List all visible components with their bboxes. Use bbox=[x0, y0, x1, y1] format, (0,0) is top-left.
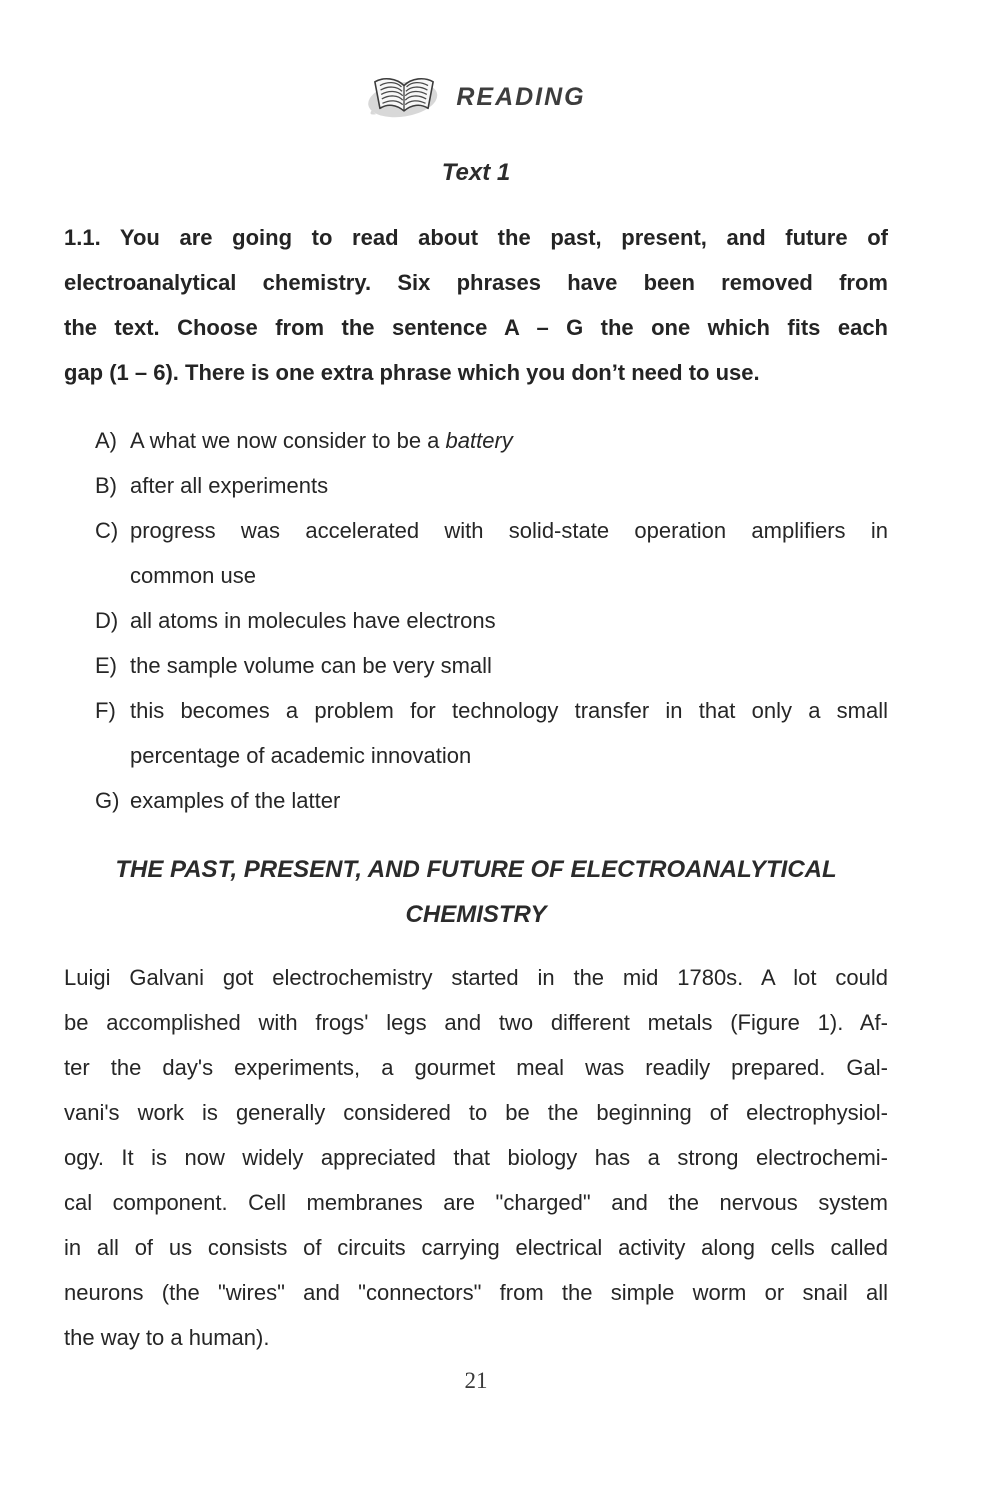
task-line: gap (1 – 6). There is one extra phrase which you don’t need to use. bbox=[64, 360, 760, 385]
article-title bbox=[64, 847, 888, 937]
option-text bbox=[130, 508, 888, 598]
option-item-b bbox=[64, 463, 888, 508]
body-line: neurons (the "wires" and "connectors" from the simple worm or snail all bbox=[64, 1280, 888, 1305]
option-line: percentage of academic innovation bbox=[130, 743, 472, 768]
reading-header bbox=[64, 66, 888, 128]
page-number: 21 bbox=[464, 1368, 488, 1393]
article-body bbox=[64, 955, 888, 1360]
text-subtitle: Text 1 bbox=[441, 159, 511, 186]
body-line: in all of us consists of circuits carrying electrical activity along cells called bbox=[64, 1235, 888, 1260]
article-title-line: CHEMISTRY bbox=[405, 901, 547, 928]
option-line: A what we now consider to be a bbox=[130, 428, 446, 453]
option-line: all atoms in molecules have electrons bbox=[130, 608, 496, 633]
options-list bbox=[64, 418, 888, 823]
body-line: Luigi Galvani got electrochemistry started in the mid 1780s. A lot could bbox=[64, 965, 888, 990]
option-line: this becomes a problem for technology transfer in that only a small bbox=[130, 698, 888, 723]
option-item-d bbox=[64, 598, 888, 643]
task-instructions bbox=[64, 215, 888, 395]
scanned-page bbox=[64, 66, 888, 1396]
option-item-a bbox=[64, 418, 888, 463]
option-text bbox=[130, 643, 888, 688]
body-line: cal component. Cell membranes are "charged" and the nervous system bbox=[64, 1190, 888, 1215]
body-line: vani's work is generally considered to be the beginning of electrophysiol- bbox=[64, 1100, 888, 1125]
body-line: ter the day's experiments, a gourmet meal was readily prepared. Gal- bbox=[64, 1055, 888, 1080]
section-title: READING bbox=[456, 82, 586, 111]
option-label: F) bbox=[95, 698, 116, 723]
task-line: the text. Choose from the sentence A – G the one which fits each bbox=[64, 315, 888, 340]
option-item-c bbox=[64, 508, 888, 598]
option-text bbox=[130, 463, 888, 508]
option-line: examples of the latter bbox=[130, 788, 341, 813]
option-label: G) bbox=[95, 788, 120, 813]
option-line: common use bbox=[130, 563, 256, 588]
option-line: after all experiments bbox=[130, 473, 329, 498]
option-line: progress was accelerated with solid-state operation amplifiers in bbox=[130, 518, 888, 543]
option-label: A) bbox=[95, 428, 117, 453]
option-label: E) bbox=[95, 653, 117, 678]
option-text bbox=[130, 778, 888, 823]
option-text bbox=[130, 418, 888, 463]
task-line: 1.1. You are going to read about the past, present, and future of bbox=[64, 225, 888, 250]
body-line: ogy. It is now widely appreciated that biology has a strong electrochemi- bbox=[64, 1145, 888, 1170]
option-emphasis: battery bbox=[445, 428, 513, 453]
option-label: B) bbox=[95, 473, 117, 498]
task-line: electroanalytical chemistry. Six phrases have been removed from bbox=[64, 270, 888, 295]
option-item-g bbox=[64, 778, 888, 823]
article-title-line: THE PAST, PRESENT, AND FUTURE OF ELECTROANALYTICAL bbox=[115, 856, 837, 883]
option-item-e bbox=[64, 643, 888, 688]
body-line: the way to a human). bbox=[64, 1325, 270, 1350]
option-text bbox=[130, 688, 888, 778]
option-line: the sample volume can be very small bbox=[130, 653, 492, 678]
option-label: C) bbox=[95, 518, 119, 543]
option-label: D) bbox=[95, 608, 119, 633]
body-line: be accomplished with frogs' legs and two different metals (Figure 1). Af- bbox=[64, 1010, 888, 1035]
option-item-f bbox=[64, 688, 888, 778]
open-book-icon bbox=[366, 68, 442, 126]
option-text bbox=[130, 598, 888, 643]
